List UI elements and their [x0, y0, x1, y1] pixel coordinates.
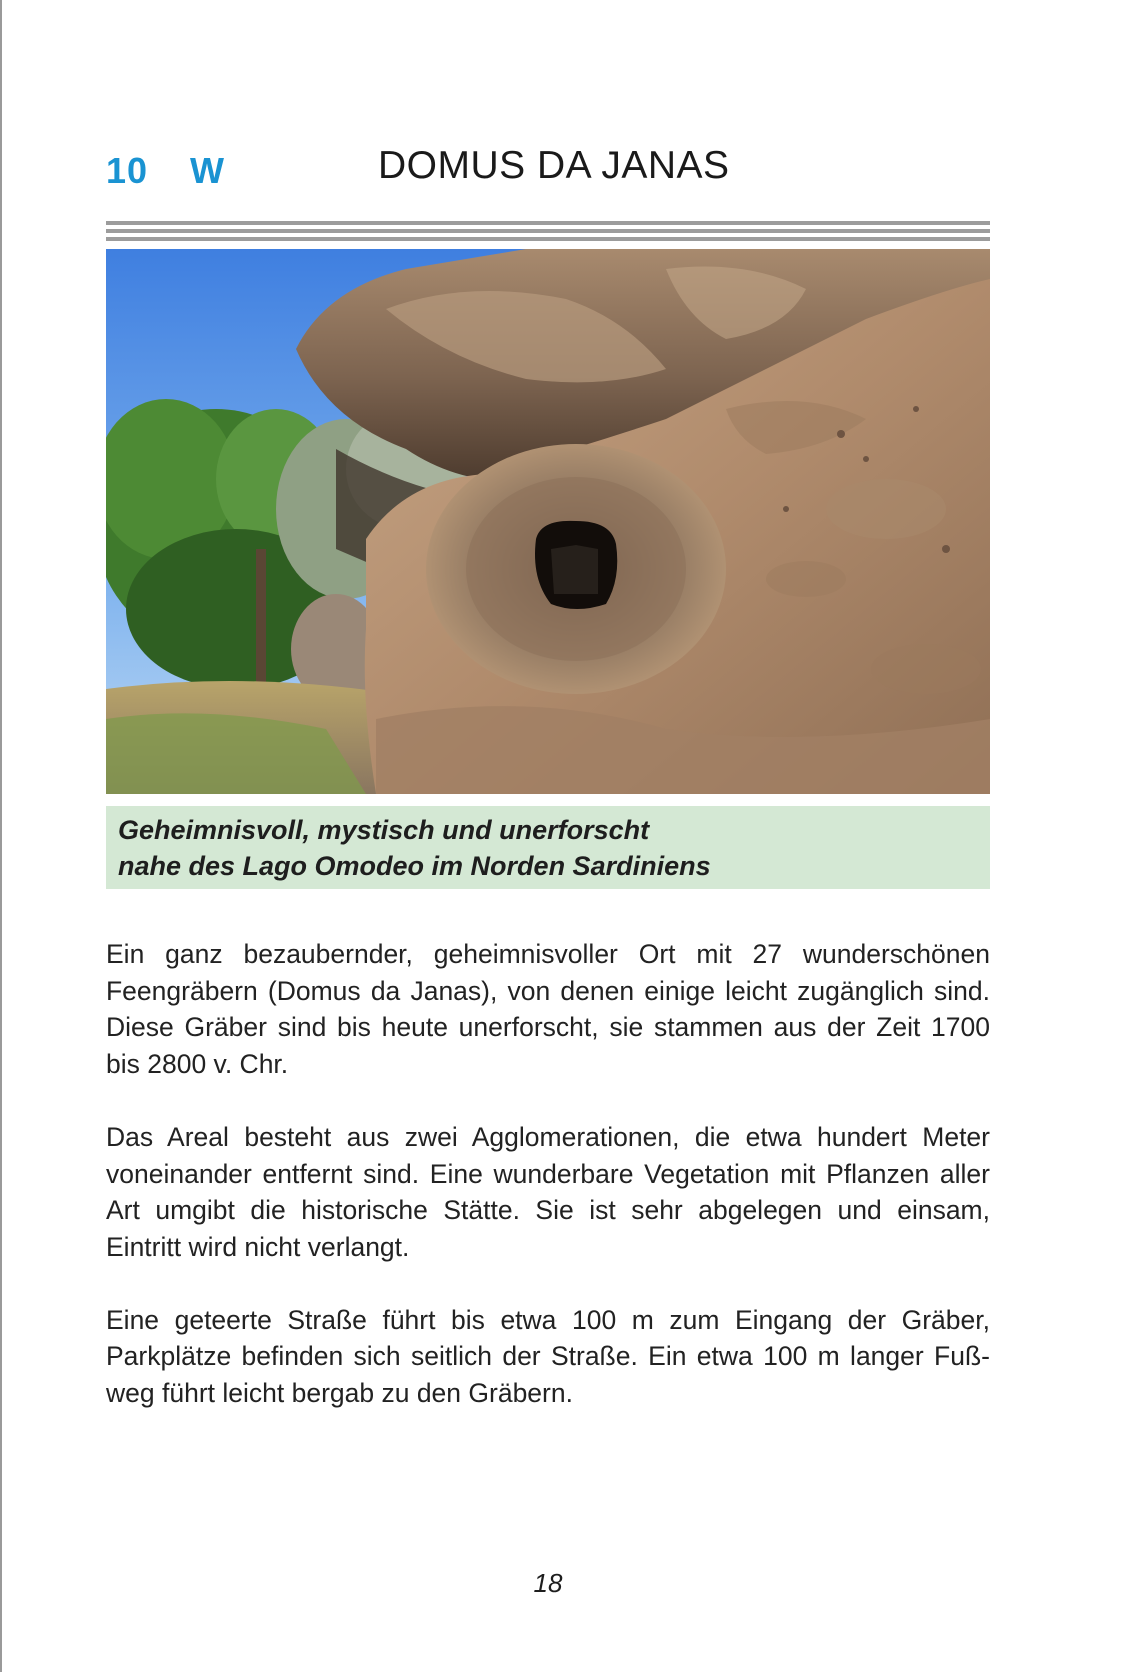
- header-divider: [106, 221, 990, 225]
- body-text: [106, 936, 990, 1448]
- tour-number: 10: [106, 150, 149, 191]
- page-number: 18: [533, 1568, 563, 1598]
- photo-caption: [106, 806, 990, 889]
- body-paragraph: Eine geteerte Straße führt bis etwa 100 m zum Eingang der Gräber, Parkplätze befinden sich seitlich der Straße. Ein etwa 100 m langer Fußweg führt leicht bergab zu den Gräbern.: [106, 1304, 990, 1409]
- caption-line: Geheimnisvoll, mystisch und unerforscht: [118, 815, 650, 845]
- tour-type-badge: W: [190, 150, 224, 191]
- body-paragraph: Das Areal besteht aus zwei Agglomerationen, die etwa hundert Meter voneinander entfernt sind. Eine wunderbare Vegetation mit Pflanzen aller Art umgibt die historische Stätte. Sie ist sehr abgelegen und einsam, Eintritt wird nicht verlangt.: [106, 1121, 990, 1262]
- body-paragraph: Ein ganz bezaubernder, geheimnisvoller Ort mit 27 wunderschönen Feengräbern (Domus da Janas), von denen einige leicht zugänglich sind. Diese Gräber sind bis heute unerforscht, sie stammen aus der Zeit 1700 bis 2800 v. Chr.: [106, 939, 990, 1080]
- page-title: DOMUS DA JANAS: [378, 144, 730, 187]
- header-divider: [106, 237, 990, 241]
- photo-rock-tomb: [106, 249, 990, 794]
- caption-line: nahe des Lago Omodeo im Norden Sardiniens: [118, 851, 711, 881]
- page-edge: [0, 0, 2, 1672]
- page-header: [106, 140, 986, 200]
- header-divider: [106, 229, 990, 233]
